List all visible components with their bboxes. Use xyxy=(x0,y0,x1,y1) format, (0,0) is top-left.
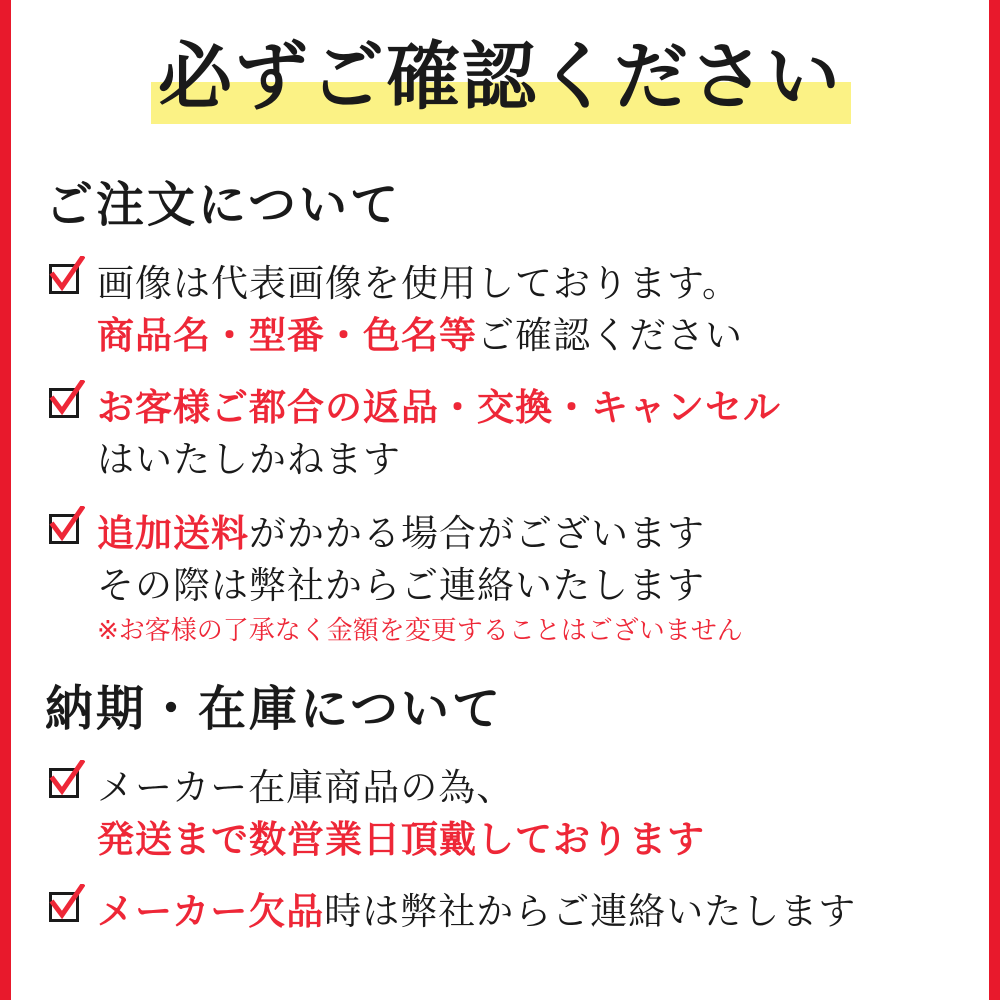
list-item-line-emphasis: 商品名・型番・色名等 xyxy=(97,314,477,357)
left-red-bar xyxy=(0,0,11,1000)
list-item-lines xyxy=(97,258,743,362)
checkbox-checked-icon xyxy=(45,384,85,424)
page-title: 必ずご確認ください xyxy=(158,34,842,120)
section-heading-delivery: 納期・在庫について xyxy=(45,681,504,737)
list-item-line: お客様ご都合の返品・交換・キャンセル xyxy=(97,386,781,429)
list-item-line-rest: 時は弊社からご連絡いたします xyxy=(324,890,857,933)
list-item-line: その際は弊社からご連絡いたします xyxy=(97,564,705,607)
section-heading-orders: ご注文について xyxy=(45,177,402,233)
list-item-line xyxy=(97,886,856,938)
list-item-line: 発送まで数営業日頂戴しております xyxy=(97,818,705,861)
list-item-line: 画像は代表画像を使用しております。 xyxy=(97,262,741,305)
list-item-line: はいたしかねます xyxy=(97,438,401,481)
list-item-lines xyxy=(97,762,705,866)
list-item-line-rest: ご確認ください xyxy=(477,314,743,357)
list-item-line xyxy=(97,508,743,560)
list-item-lines xyxy=(97,886,856,938)
list-item-note: ※お客様の了承なく金額を変更することはございません xyxy=(97,616,743,646)
list-item-line: メーカー在庫商品の為、 xyxy=(97,766,515,809)
list-item-line-emphasis: 追加送料 xyxy=(97,512,249,555)
notice-content xyxy=(11,0,989,1000)
list-item-line-rest: がかかる場合がございます xyxy=(249,512,705,555)
checkbox-checked-icon xyxy=(45,888,85,928)
right-red-bar xyxy=(989,0,1000,1000)
list-item-lines xyxy=(97,508,743,650)
checkbox-checked-icon xyxy=(45,260,85,300)
checkbox-checked-icon xyxy=(45,764,85,804)
list-item-line xyxy=(97,310,743,362)
list-item-lines xyxy=(97,382,781,486)
checkbox-checked-icon xyxy=(45,510,85,550)
list-item-line-emphasis: メーカー欠品 xyxy=(97,890,325,933)
page-title-wrap xyxy=(11,34,989,120)
